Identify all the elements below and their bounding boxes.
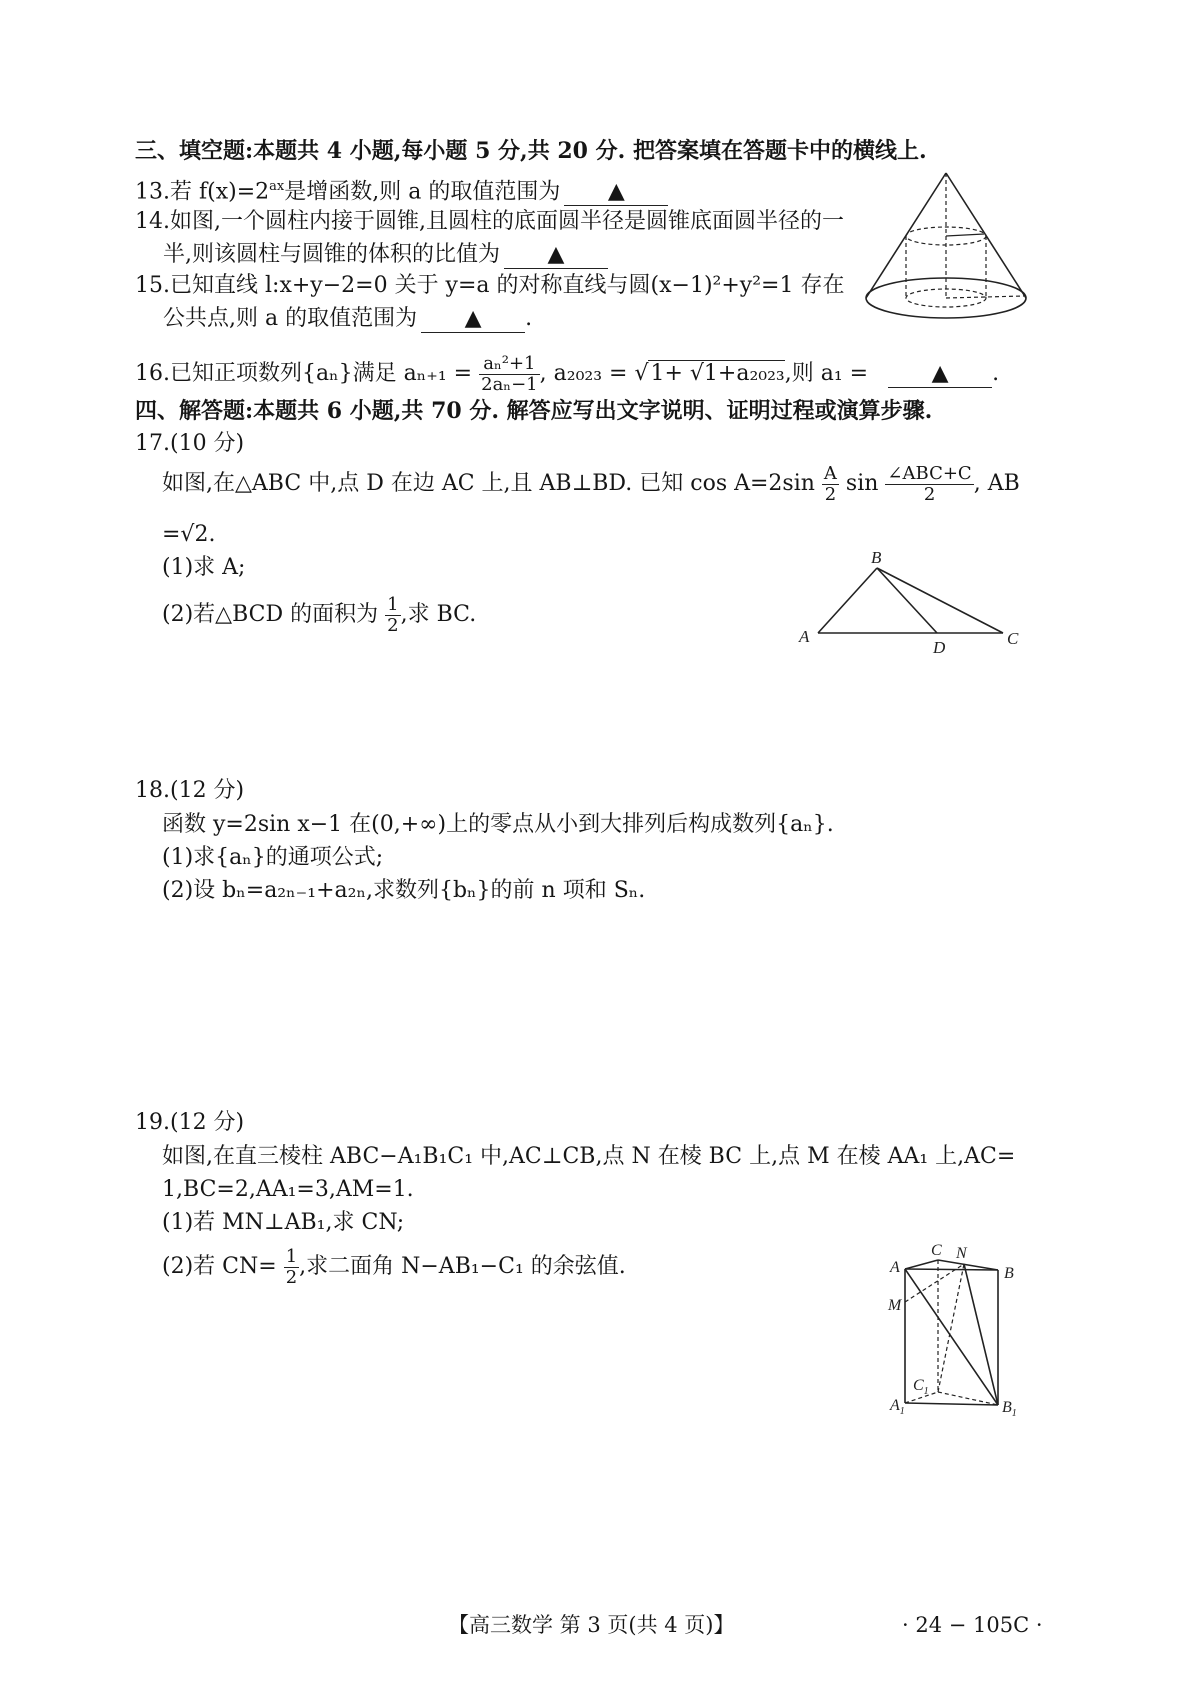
q17-stem-line-1 xyxy=(162,462,1020,506)
q17-frac2-den: 2 xyxy=(923,483,936,505)
q16-period: . xyxy=(992,361,1000,386)
q17-part2-fraction xyxy=(385,595,400,636)
q19-part2-text-1: (2)若 CN= xyxy=(162,1254,277,1279)
q15-answer-mark: ▲ xyxy=(464,306,482,331)
question-15-line-2 xyxy=(163,304,532,334)
q15-text-2: 公共点,则 a 的取值范围为 xyxy=(163,306,418,331)
label-b1 xyxy=(1002,1399,1017,1419)
q17-part2-frac-num: 1 xyxy=(387,593,399,615)
q17-frac1-den: 2 xyxy=(824,483,837,505)
segment-c1n xyxy=(938,1264,964,1392)
q13-exponent: ax xyxy=(269,179,285,194)
q16-frac-num: aₙ²+1 xyxy=(479,354,540,375)
q17-heading: 17.(10 分) xyxy=(135,431,245,456)
label-a1-letter: A xyxy=(890,1397,900,1414)
q19-heading: 19.(12 分) xyxy=(135,1110,245,1135)
q13-number: 13. xyxy=(135,179,170,205)
section-4-title: 四、解答题:本题共 6 小题,共 70 分. 解答应写出文字说明、证明过程或演算步骤. xyxy=(135,398,933,424)
prism-bottom-a1b1 xyxy=(905,1403,998,1405)
q16-frac-den: 2aₙ−1 xyxy=(481,373,538,395)
label-a: A xyxy=(799,627,810,646)
prism-top-ac xyxy=(905,1260,938,1269)
q16-sqrt-inner: 1+ √1+a₂₀₂₃ xyxy=(650,361,785,386)
cylinder-radius xyxy=(946,234,984,236)
label-c1-letter: C xyxy=(913,1377,924,1394)
q17-stem-1: 如图,在△ABC 中,点 D 在边 AC 上,且 AB⊥BD. 已知 cos A=2sin xyxy=(162,471,815,496)
prism-top-cb xyxy=(938,1260,998,1270)
section-3-title: 三、填空题:本题共 4 小题,每小题 5 分,共 20 分. 把答案填在答题卡中的横线上. xyxy=(135,138,927,164)
label-c1 xyxy=(913,1377,929,1397)
q19-stem-1: 如图,在直三棱柱 ABC−A₁B₁C₁ 中,AC⊥CB,点 N 在棱 BC 上,点 M 在棱 AA₁ 上,AC= xyxy=(162,1144,1016,1169)
q14-text-1: 如图,一个圆柱内接于圆锥,且圆柱的底面圆半径是圆锥底面圆半径的一 xyxy=(170,209,844,234)
q18-stem: 函数 y=2sin x−1 在(0,+∞)上的零点从小到大排列后构成数列{aₙ}. xyxy=(162,812,834,837)
label-b1-letter: B xyxy=(1002,1399,1012,1416)
label-c: C xyxy=(1007,629,1019,648)
q16-text-2: , a₂₀₂₃ = xyxy=(539,361,628,386)
q16-answer-blank[interactable] xyxy=(888,361,992,388)
q13-text-2: 是增函数,则 a 的取值范围为 xyxy=(284,179,561,205)
segment-bc xyxy=(877,568,1003,633)
q18-part-1: (1)求{aₙ}的通项公式; xyxy=(162,845,384,870)
q16-text-3: ,则 a₁ = xyxy=(784,361,869,386)
q16-answer-mark: ▲ xyxy=(931,361,949,386)
cone-cylinder-figure xyxy=(860,168,1040,328)
label-a: A xyxy=(890,1259,900,1276)
q15-answer-blank[interactable] xyxy=(421,306,525,333)
label-m: M xyxy=(888,1297,902,1314)
footer-code: · 24 − 105C · xyxy=(902,1613,1043,1637)
q17-part-2 xyxy=(162,593,476,637)
question-13 xyxy=(135,172,668,207)
q19-part2-frac-den: 2 xyxy=(285,1266,298,1288)
question-16 xyxy=(135,352,999,396)
q17-frac-2 xyxy=(885,464,973,505)
segment-bd xyxy=(877,568,937,633)
q15-number: 15. xyxy=(135,273,170,298)
q16-sqrt-sign: √ xyxy=(634,361,649,386)
q13-answer-mark: ▲ xyxy=(607,179,625,205)
question-15-line-1 xyxy=(135,271,844,301)
cone-radius xyxy=(946,296,1024,298)
q17-stem-3: , AB xyxy=(973,471,1020,496)
question-14-line-1 xyxy=(135,207,844,237)
q14-text-2: 半,则该圆柱与圆锥的体积的比值为 xyxy=(163,242,500,267)
q14-number: 14. xyxy=(135,209,170,234)
label-c: C xyxy=(931,1242,942,1259)
segment-nb1 xyxy=(964,1264,998,1405)
q15-period: . xyxy=(525,306,533,331)
q14-answer-blank[interactable] xyxy=(504,242,608,269)
question-14-line-2 xyxy=(163,240,608,270)
q13-answer-blank[interactable] xyxy=(564,179,668,206)
q19-stem-2: 1,BC=2,AA₁=3,AM=1. xyxy=(162,1177,414,1202)
label-a1-sub: 1 xyxy=(899,1406,905,1417)
q19-part2-fraction xyxy=(284,1247,299,1288)
q17-stem-2: sin xyxy=(845,471,879,496)
q19-part2-frac-num: 1 xyxy=(285,1245,298,1267)
q18-part-2: (2)设 bₙ=a₂ₙ₋₁+a₂ₙ,求数列{bₙ}的前 n 项和 Sₙ. xyxy=(162,878,646,903)
label-a1 xyxy=(889,1397,905,1417)
q17-part2-text-1: (2)若△BCD 的面积为 xyxy=(162,602,379,627)
label-b: B xyxy=(1004,1265,1014,1282)
segment-ab xyxy=(818,568,877,633)
q15-text-1: 已知直线 l:x+y−2=0 关于 y=a 的对称直线与圆(x−1)²+y²=1 存在 xyxy=(170,273,845,298)
q19-part-1: (1)若 MN⊥AB₁,求 CN; xyxy=(162,1210,405,1235)
label-n: N xyxy=(956,1245,967,1262)
prism-figure xyxy=(880,1240,1030,1420)
footer-page-info: 【高三数学 第 3 页(共 4 页)】 xyxy=(448,1613,735,1637)
label-c1-sub: 1 xyxy=(923,1386,929,1397)
q17-part-1: (1)求 A; xyxy=(162,555,246,580)
label-b1-sub: 1 xyxy=(1011,1408,1017,1419)
prism-top-ab xyxy=(905,1269,998,1270)
q17-frac2-num: ∠ABC+C xyxy=(887,462,972,484)
q16-fraction xyxy=(479,354,540,395)
label-d: D xyxy=(933,638,946,657)
q16-number: 16. xyxy=(135,361,170,386)
triangle-abc-figure xyxy=(795,550,1035,660)
label-b: B xyxy=(871,548,882,567)
q16-text-1: 已知正项数列{aₙ}满足 aₙ₊₁ = xyxy=(170,361,473,386)
q17-stem-line-2: =√2. xyxy=(162,522,216,547)
q13-text-1: 若 f(x)=2 xyxy=(170,179,270,205)
q19-part2-text-2: ,求二面角 N−AB₁−C₁ 的余弦值. xyxy=(299,1254,626,1279)
prism-bottom-c1b1 xyxy=(938,1392,998,1405)
q17-frac1-num: A xyxy=(823,462,837,484)
q19-part-2 xyxy=(162,1245,626,1289)
q14-answer-mark: ▲ xyxy=(547,242,565,267)
q18-heading: 18.(12 分) xyxy=(135,778,245,803)
q17-part2-text-2: ,求 BC. xyxy=(400,602,477,627)
q17-frac-1 xyxy=(822,464,839,505)
q17-part2-frac-den: 2 xyxy=(387,614,399,636)
